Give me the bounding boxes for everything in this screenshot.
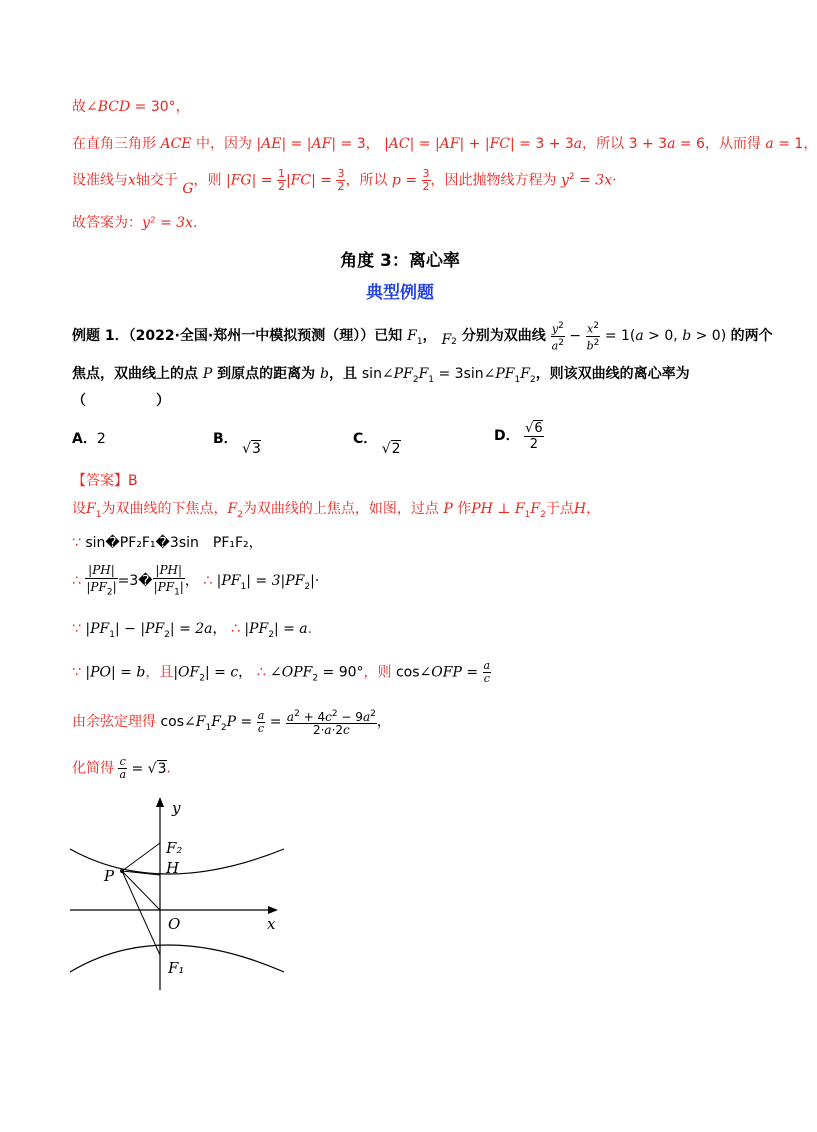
solution-line-2: ∵ sin�PF₂F₁�3sin PF₁F₂， [72, 535, 263, 551]
label-F1: F₁ [168, 959, 185, 977]
answer-blank: （ ） [72, 393, 170, 409]
solution-line-4: ∵ $|PF_1| - |PF_2| = 2a$， ∴ $|PF_2| = a$． [72, 621, 322, 640]
solution-line-3: ∴ $\frac{|PH|}{|PF_2|}$ =3� $\frac{|PH|}{|PF_1|}$ ， ∴ $|PF_1| = 3|PF_2|\cdot$ [72, 563, 320, 598]
option-d[interactable]: D． $\frac{√6}{2}$ [494, 421, 543, 452]
segment-PF1 [122, 871, 160, 955]
segment-PO [122, 871, 160, 910]
label-H: H [166, 859, 180, 877]
answer-line-prev: 故答案为：y² = 3x． [72, 215, 207, 231]
solution-line-1: 设$F_1$为双曲线的下焦点，$F_2$为双曲线的上焦点，如图，过点 P 作PH ⊥ $F_1F_2$于点H， [72, 501, 601, 520]
example-line-2: 焦点，双曲线上的点 P 到原点的距离为 b，且 $\sin\angle PF_2F_1$ = $3\sin\angle PF_1F_2$，则该双曲线的离心率为 [72, 366, 690, 385]
option-b[interactable]: B． √3 [213, 431, 261, 457]
segment-PF2 [122, 843, 160, 871]
answer-tag: 【答案】B [72, 473, 138, 489]
answer-value: B [128, 473, 138, 489]
example-line-1: 例题 1．（2022·全国·郑州一中模拟预测（理））已知 $F_1$， $F_2$ 分别为双曲线 $\frac{y^2}{a^2}$ − $\frac{x^2}{b^2}$ = 1(a > 0, b > 0) 的两个 [72, 321, 773, 353]
point-P [120, 869, 124, 873]
section-title: 角度 3：离心率 [340, 251, 460, 271]
label-x: x [267, 915, 276, 933]
solution-line-7: 化简得 $\frac{c}{a}$ = √3． [72, 755, 181, 781]
solution-line-6: 由余弦定理得 $\cos\angle F_1F_2P$ = $\frac{a}{c}$ = $\frac{a^2 + 4c^2 - 9a^2}{2\cdot a\cdot 2c}$ ， [72, 708, 391, 737]
x-axis-arrow [268, 906, 278, 914]
solution-line-directrix: 设准线与x轴交于 G，则 |FG| = $\frac{1}{2}$ |FC| = $\frac{3}{2}$ ，所以 p = $\frac{3}{2}$ ，因此抛物线方程为 $y^2 = 3x\cdot$ [72, 167, 617, 197]
option-c[interactable]: C． √2 [353, 431, 401, 457]
label-F2: F₂ [166, 839, 183, 857]
solution-line-triangle: 在直角三角形 ACE 中，因为 |AE| = |AF| = 3， |AC| = |AF| + |FC| = 3 + 3a，所以 3 + 3a = 6，从而得 a = 1， [72, 136, 817, 152]
example-label: 例题 1． [72, 328, 129, 345]
solution-line-angle: 故∠BCD = 30°， [72, 99, 190, 115]
subsection-title: 典型例题 [366, 283, 434, 303]
solution-line-5: ∵ |PO| = b，且$|OF_2| = c$， ∴ $\angle OPF_2 = 90^\circ$，则 cos∠OFP = $\frac{a}{c}$ [72, 659, 491, 685]
option-a[interactable]: A．2 [72, 431, 106, 447]
hyperbola-figure [60, 795, 300, 995]
y-axis-arrow [156, 797, 164, 807]
example-source: （2022·全国·郑州一中模拟预测（理）） [128, 328, 375, 345]
label-O: O [168, 915, 181, 933]
label-P: P [104, 867, 115, 885]
label-y: y [172, 799, 181, 817]
